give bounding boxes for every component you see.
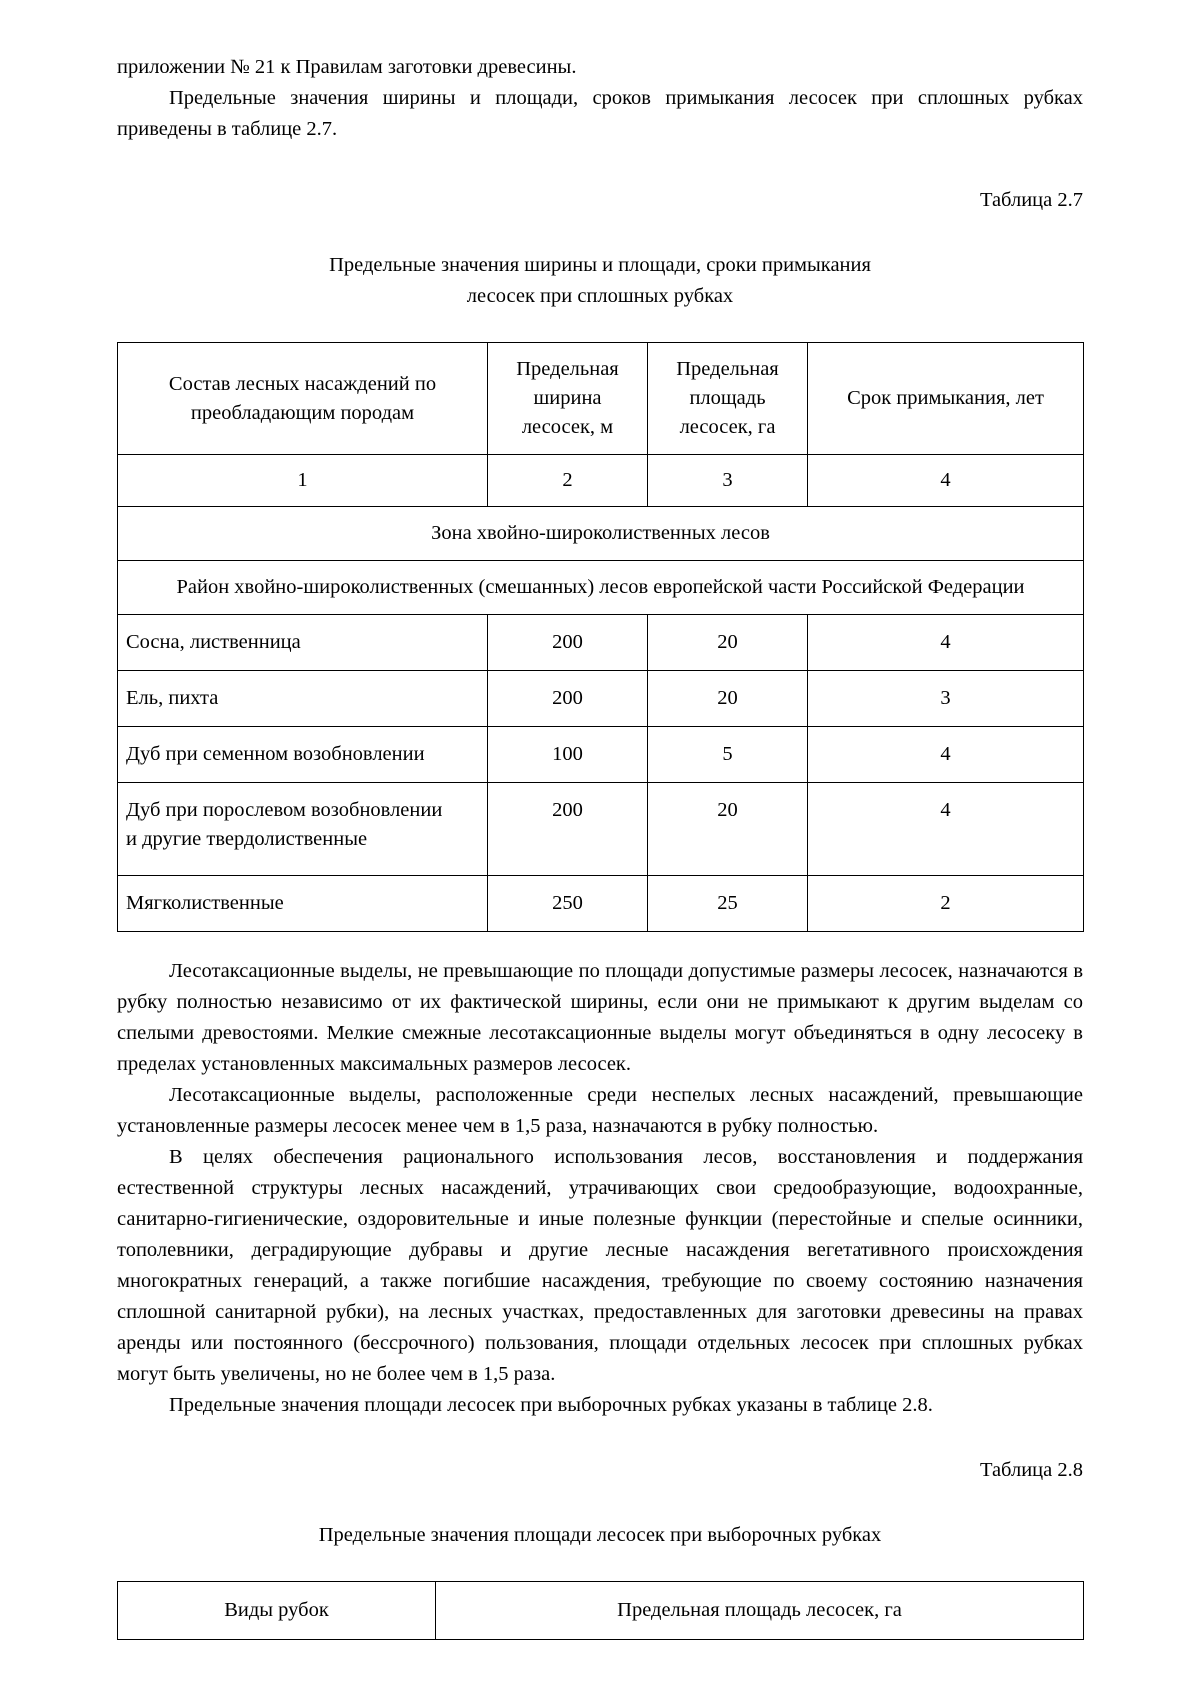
paragraph-lesotaksatsionnye-2: Лесотаксационные выделы, расположенные среди неспелых лесных насаждений, превышающие установленные размеры лесосек менее чем в 1,5 раза, назначаются в рубку полностью. [117, 1084, 1083, 1137]
row-species: Мягколиственные [118, 876, 488, 932]
spacer [117, 216, 1083, 250]
intro-paragraph: Предельные значения ширины и площади, сроков примыкания лесосек при сплошных рубках приведены в таблице 2.7. [117, 87, 1083, 140]
table-zone-row [118, 507, 1084, 561]
table-row [118, 671, 1084, 727]
header-line: лесосек, м [521, 416, 614, 438]
column-number-1: 1 [118, 455, 488, 507]
paragraph-reference-table-28: Предельные значения площади лесосек при выборочных рубках указаны в таблице 2.8. [169, 1394, 933, 1416]
header-cell-max-width [488, 343, 648, 455]
row-area: 20 [648, 671, 808, 727]
row-years: 4 [808, 615, 1084, 671]
paragraph-rational-use: В целях обеспечения рационального использования лесов, восстановления и поддержания естественной структуры лесных насаждений, утрачивающих свои средообразующие, водоохранные, санитарно-гигиенические, оздоровительные и иные полезные функции (перестойные и спелые осинники, тополевники, деградирующие дубравы и другие лесные насаждения вегетативного происхождения многократных генераций, а также погибшие насаждения, требующие по своему состоянию назначения сплошной санитарной рубки), на лесных участках, предоставленных для заготовки древесины на правах аренды или постоянного (бессрочного) пользования, площади отдельных лесосек при сплошных рубках могут быть увеличены, но не более чем в 1,5 раза. [117, 1146, 1083, 1385]
row-species: Дуб при семенном возобновлении [118, 727, 488, 783]
zone-label: Зона хвойно-широколиственных лесов [118, 507, 1084, 561]
region-label: Район хвойно-широколиственных (смешанных) лесов европейской части Российской Федерации [118, 561, 1084, 615]
header-cell-adjacency-period [808, 343, 1084, 455]
row-area: 20 [648, 615, 808, 671]
header-line: Состав лесных насаждений по [168, 372, 437, 395]
table-row [118, 783, 1084, 876]
table-column-number-row [118, 455, 1084, 507]
spacer [117, 145, 1083, 185]
table-row [118, 876, 1084, 932]
column-number-2: 2 [488, 455, 648, 507]
row-width: 100 [488, 727, 648, 783]
header-line: Срок примыкания, лет [847, 387, 1044, 409]
spacer [117, 1551, 1083, 1581]
header-line: площадь [689, 387, 766, 409]
page-content [117, 52, 1083, 1640]
spacer [117, 1486, 1083, 1520]
header-line: Предельная [676, 358, 779, 380]
header-line: преобладающим породам [190, 401, 415, 424]
row-width: 200 [488, 671, 648, 727]
row-area: 5 [648, 727, 808, 783]
paragraph-lesotaksatsionnye-1: Лесотаксационные выделы, не превышающие по площади допустимые размеры лесосек, назначаются в рубку полностью независимо от их фактической ширины, если они не примыкают к другим выделам со спелыми древостоями. Мелкие смежные лесотаксационные выделы могут объединяться в одну лесосеку в пределах установленных максимальных размеров лесосек. [117, 960, 1083, 1075]
table-28-title: Предельные значения площади лесосек при выборочных рубках [318, 1524, 882, 1546]
header-cell-cutting-types: Виды рубок [118, 1582, 436, 1640]
spacer [117, 1421, 1083, 1455]
row-species-line: Дуб при порослевом возобновлении [126, 799, 443, 821]
row-years: 4 [808, 727, 1084, 783]
row-species: Сосна, лиственница [118, 615, 488, 671]
table-row [118, 727, 1084, 783]
row-width: 200 [488, 783, 648, 876]
header-cell-max-area [648, 343, 808, 455]
table-27-title-line-1: Предельные значения ширины и площади, сроки примыкания [329, 254, 871, 276]
table-27-title-line-2: лесосек при сплошных рубках [466, 285, 734, 307]
table-row [118, 615, 1084, 671]
table-header-row [118, 1582, 1084, 1640]
row-years: 4 [808, 783, 1084, 876]
column-number-3: 3 [648, 455, 808, 507]
header-line: лесосек, га [679, 416, 776, 438]
row-years: 3 [808, 671, 1084, 727]
spacer [117, 932, 1083, 956]
column-number-4: 4 [808, 455, 1084, 507]
header-cell-max-area: Предельная площадь лесосек, га [436, 1582, 1084, 1640]
header-line: Предельная [516, 358, 619, 380]
row-area: 25 [648, 876, 808, 932]
row-width: 250 [488, 876, 648, 932]
header-line: ширина [533, 387, 602, 409]
row-species-line: и другие твердолиственные [126, 828, 368, 850]
table-region-row [118, 561, 1084, 615]
table-limits-clear-cutting [117, 342, 1084, 932]
table-27-label: Таблица 2.7 [979, 189, 1083, 211]
table-header-row [118, 343, 1084, 455]
row-width: 200 [488, 615, 648, 671]
header-cell-composition [118, 343, 488, 455]
row-species: Ель, пихта [118, 671, 488, 727]
row-species [118, 783, 488, 876]
table-28-label: Таблица 2.8 [979, 1459, 1083, 1481]
spacer [117, 312, 1083, 342]
row-area: 20 [648, 783, 808, 876]
row-years: 2 [808, 876, 1084, 932]
table-limits-selective-cutting [117, 1581, 1084, 1640]
intro-continuation-line: приложении № 21 к Правилам заготовки древесины. [117, 56, 577, 78]
